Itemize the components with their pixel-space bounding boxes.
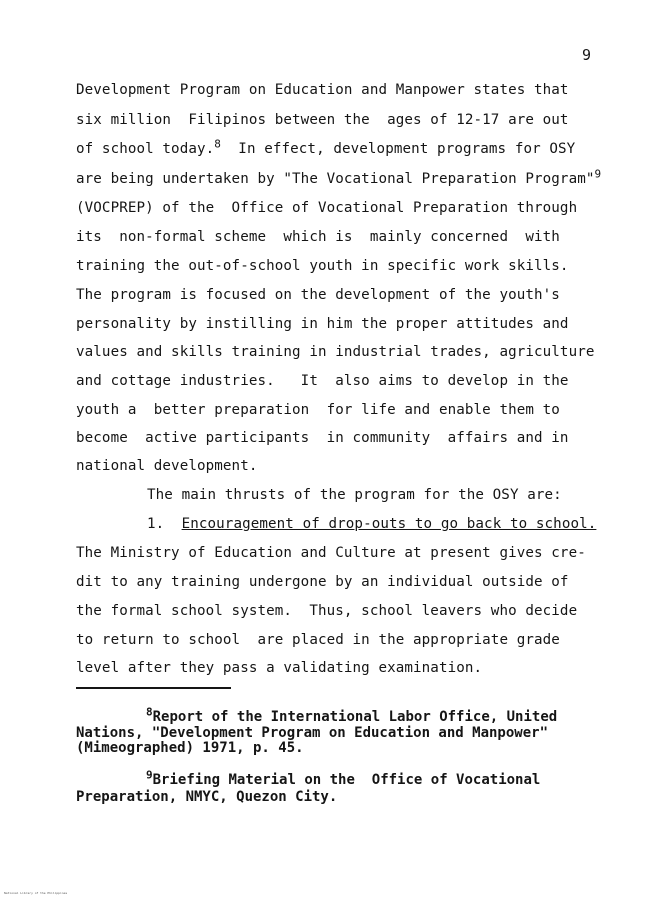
body-line — [147, 514, 596, 534]
footnote-divider — [76, 687, 231, 689]
body-line: the formal school system. Thus, school leavers who decide — [76, 603, 578, 619]
body-line: The program is focused on the development of the youth's — [76, 287, 560, 303]
body-line: Development Program on Education and Manpower states that — [76, 82, 569, 98]
body-line: six million Filipinos between the ages of 12-17 are out — [76, 112, 569, 128]
body-line: its non-formal scheme which is mainly concerned with — [76, 229, 560, 245]
body-line: (VOCPREP) of the Office of Vocational Preparation through — [76, 200, 578, 216]
page-number: 9 — [582, 46, 592, 64]
body-line: national development. — [76, 458, 258, 474]
body-line: become active participants in community affairs and in — [76, 430, 569, 446]
body-line: The main thrusts of the program for the OSY are: — [147, 487, 562, 503]
body-line: dit to any training undergone by an individual outside of — [76, 574, 569, 590]
footnote-text: Report of the International Labor Office, United — [152, 709, 558, 725]
body-line: values and skills training in industrial trades, agriculture — [76, 344, 595, 360]
body-line: and cottage industries. It also aims to develop in the — [76, 373, 569, 389]
body-line-part: are being undertaken by "The Vocational Preparation Program" — [76, 171, 595, 187]
list-number: 1. — [147, 516, 165, 532]
footnote-text: Briefing Material on the Office of Vocational — [152, 772, 541, 788]
body-line: training the out-of-school youth in specific work skills. — [76, 258, 569, 274]
body-line: to return to school are placed in the appropriate grade — [76, 632, 560, 648]
body-line: youth a better preparation for life and enable them to — [76, 402, 560, 418]
body-line-part: In effect, development programs for OSY — [238, 141, 576, 157]
footer-scan-credit: National Library of the Philippines — [4, 891, 68, 895]
footnote-line: Preparation, NMYC, Quezon City. — [76, 789, 338, 805]
body-line — [76, 169, 601, 189]
body-line: The Ministry of Education and Culture at present gives cre- — [76, 545, 586, 561]
body-line-part: of school today. — [76, 141, 215, 157]
footnote-line: Nations, "Development Program on Education and Manpower" — [76, 725, 549, 741]
underlined-heading: Encouragement of drop-outs to go back to school. — [181, 516, 597, 532]
footnote-line: (Mimeographed) 1971, p. 45. — [76, 740, 304, 756]
body-line: level after they pass a validating examination. — [76, 660, 483, 676]
footnote-marker-9: 9 — [594, 167, 602, 181]
footnote-line — [146, 705, 558, 725]
body-line: personality by instilling in him the proper attitudes and — [76, 316, 569, 332]
footnote-marker-8: 8 — [214, 137, 221, 151]
footnote-line — [146, 768, 541, 788]
footnote-number-9: 9 — [146, 768, 153, 782]
body-line — [76, 139, 575, 159]
footnote-number-8: 8 — [146, 705, 153, 719]
